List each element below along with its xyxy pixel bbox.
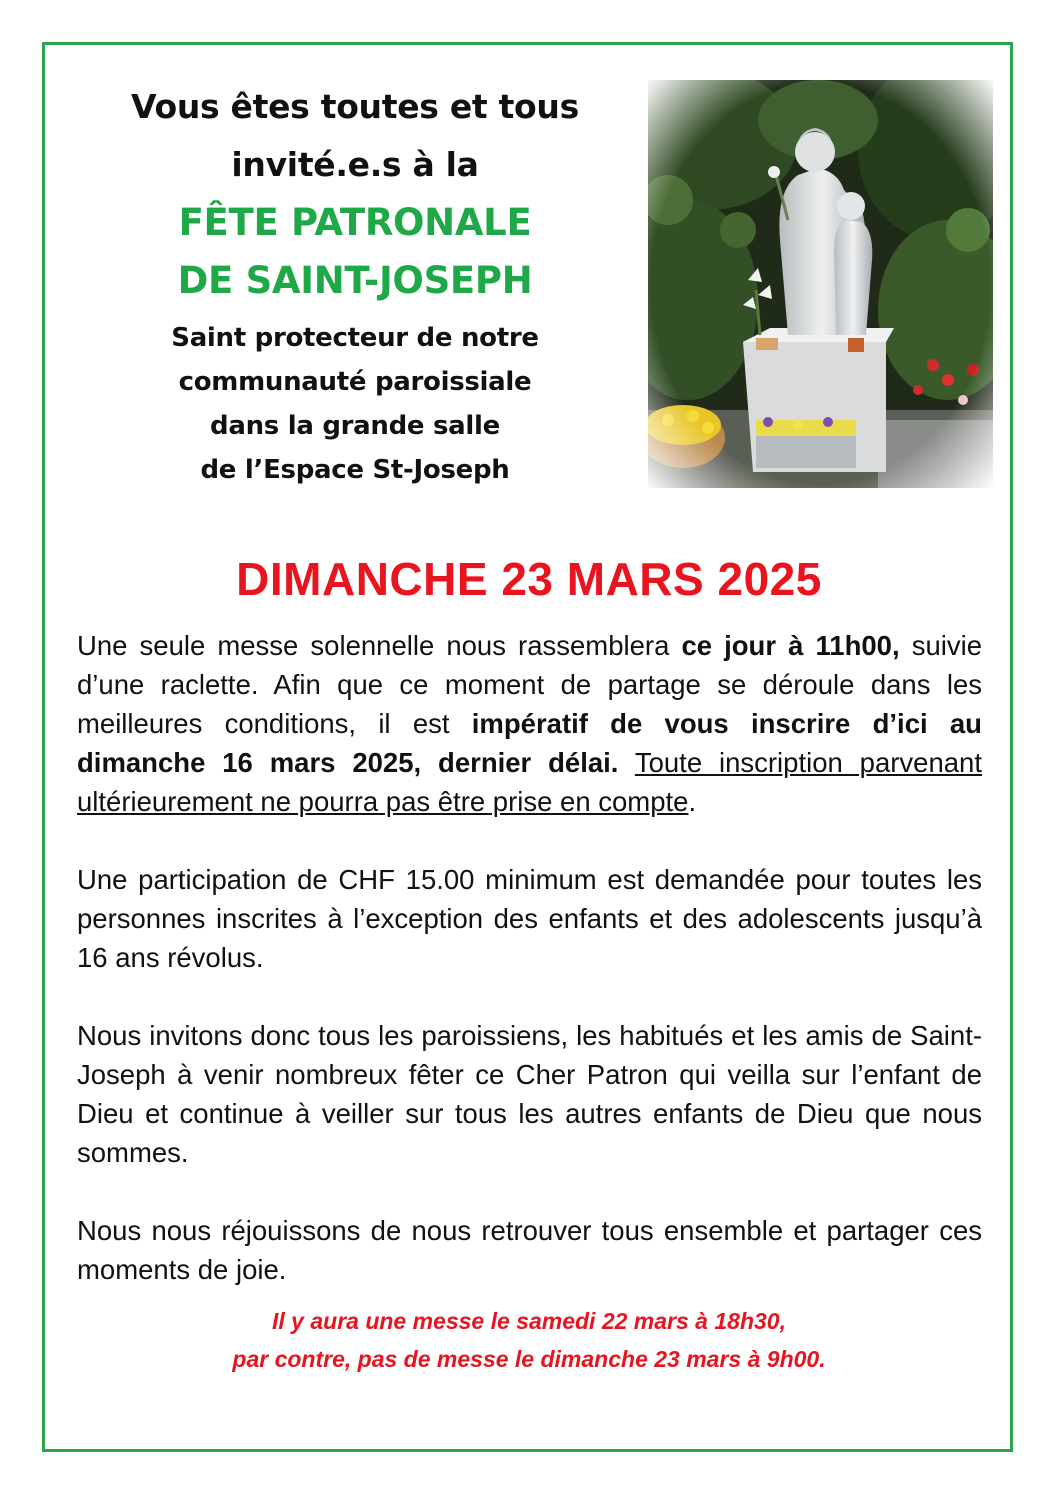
event-date-title: DIMANCHE 23 MARS 2025 [236, 553, 822, 605]
paragraph-4: Nous nous réjouissons de nous retrouver tous ensemble et partager ces moments de joie. [77, 1215, 982, 1285]
fete-title-line-1: FÊTE PATRONALE [178, 201, 532, 244]
body-text [77, 626, 982, 1328]
mass-notice [60, 1302, 998, 1378]
subtitle [100, 316, 610, 492]
mass-notice-line-1: Il y aura une messe le samedi 22 mars à 18h30, [272, 1308, 786, 1334]
paragraph-1 [77, 626, 982, 821]
paragraph-1-bold-a: ce jour à 11h00, [681, 630, 900, 661]
mass-notice-line-2: par contre, pas de messe le dimanche 23 mars à 9h00. [232, 1346, 826, 1372]
paragraph-1-underline: Toute inscription parvenant ultérieurement ne pourra pas être prise en compte [77, 747, 982, 817]
fete-title-line-2: DE SAINT-JOSEPH [177, 259, 533, 302]
subtitle-line-4: de l’Espace St-Joseph [200, 455, 510, 485]
invite-line-2: invité.e.s à la [231, 145, 479, 184]
paragraph-1-text-d: . [688, 786, 697, 817]
paragraph-1-bold-b: impératif de vous inscrire d’ici au dimanche 16 mars 2025, dernier délai. [77, 708, 982, 778]
subtitle-line-2: communauté paroissiale [178, 367, 532, 397]
paragraph-3: Nous invitons donc tous les paroissiens, les habitués et les amis de Saint-Joseph à venir nombreux fêter ce Cher Patron qui veilla sur l’enfant de Dieu et continue à veiller sur tous les autres enfants de Dieu que nous sommes. [77, 1020, 982, 1168]
invite-line-1: Vous êtes toutes et tous [131, 87, 579, 126]
paragraph-2: Une participation de CHF 15.00 minimum est demandée pour toutes les personnes inscrites à l’exception des enfants et des adolescents jusqu’à 16 ans révolus. [77, 864, 982, 973]
invitation-header [100, 78, 610, 492]
paragraph-1-text-a: Une seule messe solennelle nous rassemblera [77, 630, 682, 661]
paragraph-1-text-c [618, 747, 634, 778]
subtitle-line-3: dans la grande salle [210, 411, 500, 441]
paragraph-1-text-b: suivie d’une raclette. Afin que ce moment de partage se déroule dans les meilleures conditions, il est [77, 630, 983, 739]
subtitle-line-1: Saint protecteur de notre [171, 323, 539, 353]
saint-joseph-statue-photo [648, 80, 993, 488]
